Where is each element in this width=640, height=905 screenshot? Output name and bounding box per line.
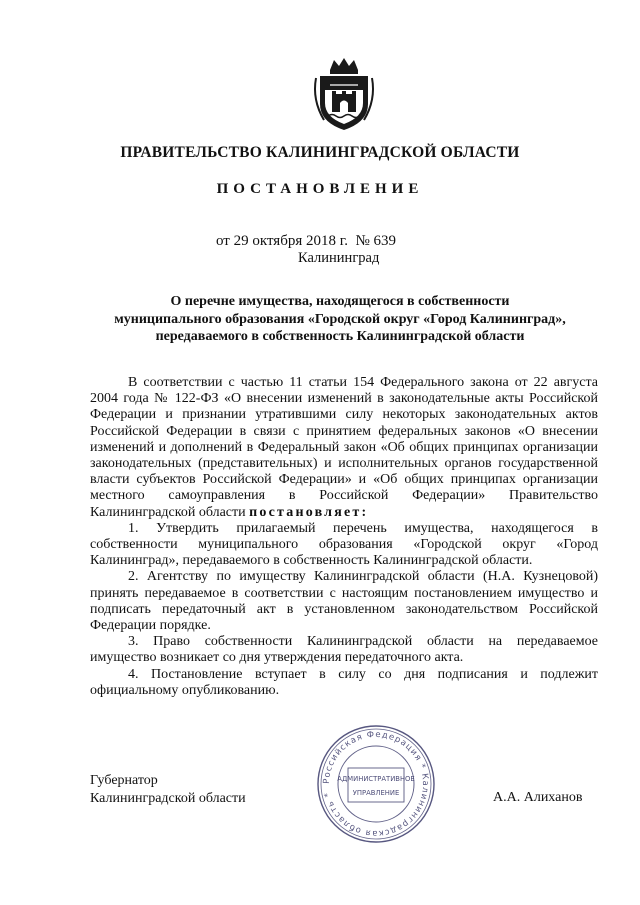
seal-ring-text: Российская Федерация * Калининградская область * — [321, 729, 431, 839]
preamble-text: В соответствии с частью 11 статьи 154 Федерального закона от 22 августа 2004 года № 122-ФЗ «О внесении изменений в законодательные акты Российской Федерации и признании утратившими силу некоторых законодательных актов Российской Федерации в связи с принятием федеральных законов «О внесении изменений и дополнений в Федеральный закон «Об общих принципах организации законодательных (представительных) и исполнительных органов государственной власти субъектов Российской Федерации» и «Об общих принципах организации местного самоуправления в Российской Федерации» Правительство Калининградской области — [90, 375, 598, 520]
preamble-paragraph — [90, 375, 598, 521]
signer-title-line: Калининградской области — [90, 791, 246, 806]
signer-title — [90, 772, 246, 808]
government-title: ПРАВИТЕЛЬСТВО КАЛИНИНГРАДСКОЙ ОБЛАСТИ — [120, 144, 520, 161]
heading-line: О перечне имущества, находящегося в собственности — [170, 294, 510, 309]
coat-of-arms-icon — [310, 56, 378, 132]
document-heading — [80, 293, 600, 346]
heading-line: муниципального образования «Городской округ «Город Калининград», — [114, 311, 566, 327]
decree-word: постановляет: — [249, 504, 369, 520]
clause-3: 3. Право собственности Калининградской области на передаваемое имущество возникает со дня утверждения передаточного акта. — [90, 634, 598, 666]
signer-title-line: Губернатор — [90, 773, 158, 788]
document-body — [90, 375, 598, 699]
heading-line: передаваемого в собственность Калининградской области — [155, 329, 525, 344]
document-type: ПОСТАНОВЛЕНИЕ — [216, 181, 424, 197]
clause-2: 2. Агентству по имуществу Калининградской области (Н.А. Кузнецовой) принять передаваемое в соответствии с настоящим постановлением имущество и подписать передаточный акт в установленном законодательством Российской Федерации порядке. — [90, 569, 598, 634]
official-seal — [314, 722, 438, 846]
document-date-number: от 29 октября 2018 г. № 639 — [216, 233, 397, 249]
clause-1: 1. Утвердить прилагаемый перечень имущества, находящегося в собственности муниципального образования «Городской округ «Город Калининград», передаваемого в собственность Калининградской области. — [90, 520, 598, 569]
document-city: Калининград — [298, 250, 380, 266]
seal-center-line: АДМИНИСТРАТИВНОЕ — [337, 775, 415, 783]
signer-name: А.А. Алиханов — [493, 790, 583, 805]
clause-4: 4. Постановление вступает в силу со дня подписания и подлежит официальному опубликованию. — [90, 666, 598, 698]
seal-center-line: УПРАВЛЕНИЕ — [352, 789, 400, 797]
